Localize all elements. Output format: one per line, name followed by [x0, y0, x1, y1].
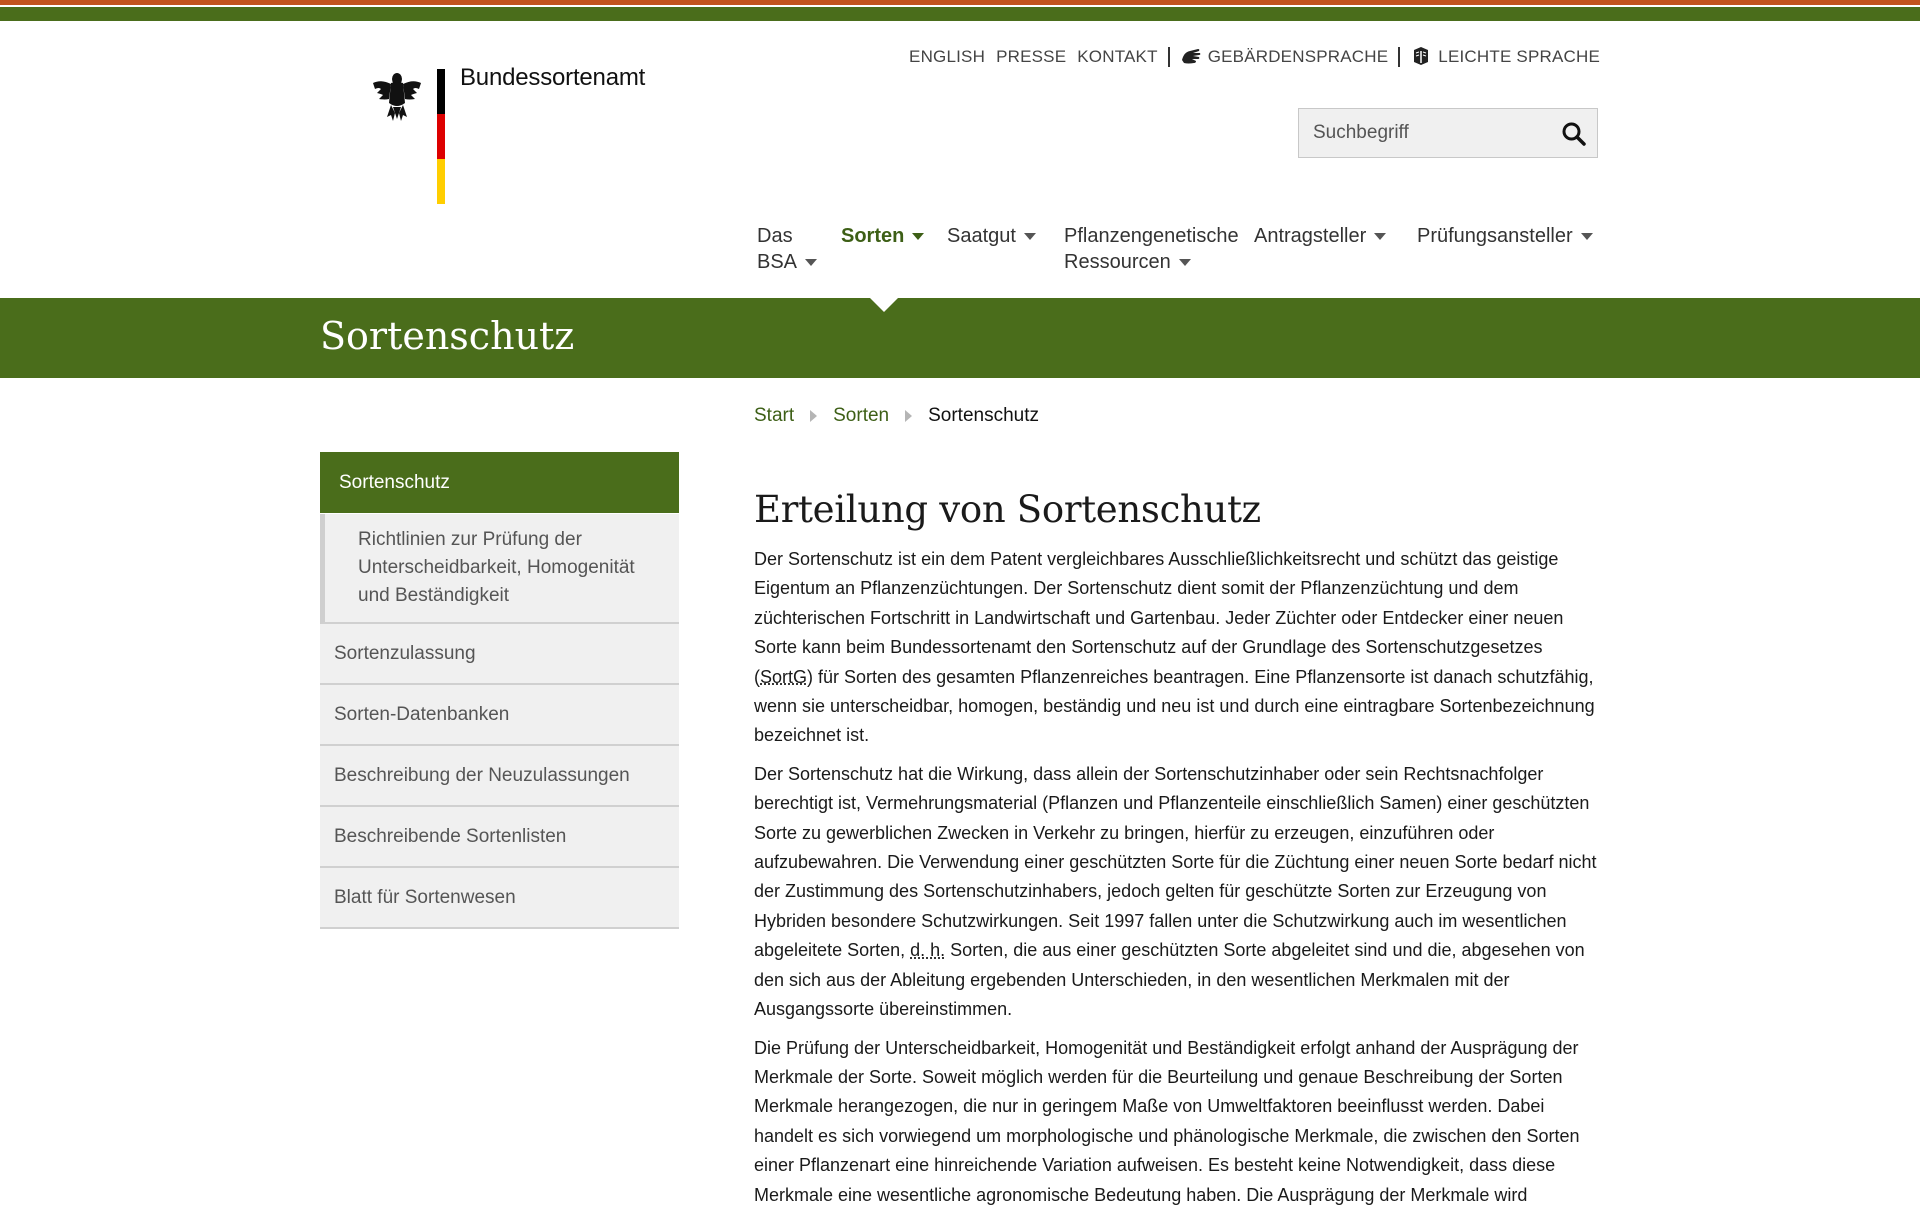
chevron-down-icon: [1581, 233, 1593, 240]
nav-pflanzengenetische-ressourcen[interactable]: [1064, 223, 1239, 275]
nav-das-bsa-line2: BSA: [757, 251, 798, 273]
nav-antragsteller-label: Antragsteller: [1254, 225, 1367, 247]
page-title-band: [0, 298, 1920, 378]
paragraph-text: Der Sortenschutz ist ein dem Patent vergleichbares Ausschließlichkeitsrecht und schützt das geistige Eigentum an Pflanzenzüchtungen. Der Sortenschutz dient somit der Pflanzenzüchtung und dem züchterischen Fortschritt in Landwirtschaft und Gartenbau. Jeder Züchter oder Entdecker einer neuen Sorte kann beim Bundessortenamt den Sortenschutz auf der Grundlage des Sortenschutzgesetzes (: [754, 549, 1564, 687]
nav-sorten[interactable]: [841, 223, 924, 249]
nav-saatgut-label: Saatgut: [947, 225, 1016, 247]
search-input[interactable]: [1299, 109, 1577, 157]
top-color-stripe: [0, 0, 1920, 21]
flag-stripe: [437, 69, 445, 204]
active-nav-indicator: [870, 298, 898, 312]
chevron-down-icon: [1179, 259, 1191, 266]
presse-link[interactable]: PRESSE: [996, 46, 1067, 66]
federal-eagle-icon: [371, 67, 423, 123]
abbreviation: SortG: [760, 666, 808, 687]
search-icon[interactable]: [1561, 121, 1587, 147]
chevron-down-icon: [805, 259, 817, 266]
sidebar-item-sortenschutz[interactable]: Sortenschutz: [320, 452, 679, 514]
sidebar-item-sortenlisten[interactable]: Beschreibende Sortenlisten: [320, 807, 679, 868]
article-heading: Erteilung von Sortenschutz: [754, 488, 1261, 531]
sidebar-item-neuzulassungen[interactable]: Beschreibung der Neuzulassungen: [320, 746, 679, 807]
english-link[interactable]: ENGLISH: [909, 46, 986, 66]
breadcrumb-start[interactable]: Start: [754, 405, 795, 426]
paragraph-text: Sorten, die aus einer geschützten Sorte abgeleitet sind und die, abgesehen von den sich aus der Ableitung ergebenden Unterschieden, in den wesentlichen Merkmalen mit der Ausgangssorte übereinstimmen.: [754, 940, 1585, 1020]
easy-language-link[interactable]: [1410, 46, 1600, 67]
main-content: [754, 488, 1602, 1219]
article-paragraph: Die Prüfung der Unterscheidbarkeit, Homogenität und Beständigkeit erfolgt anhand der Ausprägung der Merkmale der Sorte. Soweit möglich werden für die Beurteilung und genaue Beschreibung der Sorten Merkmale herangezogen, die nur in geringem Maße von Umweltfaktoren beeinflusst werden. Dabei handelt es sich vorwiegend um morphologische und phänologische Merkmale, die zwischen den Sorten einer Pflanzenart eine hinreichende Variation aufweisen. Es besteht keine Notwendigkeit, dass diese Merkmale eine wesentliche agronomische Bedeutung haben. Die Ausprägung der Merkmale wird: [754, 1037, 1580, 1205]
paragraph-text: Der Sortenschutz hat die Wirkung, dass allein der Sortenschutzinhaber oder sein Rechtsnachfolger berechtigt ist, Vermehrungsmaterial (Pflanzen und Pflanzenteile einschließlich Samen) einer geschützten Sorte zu gewerblichen Zwecken in Verkehr zu bringen, hierfür zu erzeugen, einzuführen oder aufzubewahren. Die Verwendung einer geschützten Sorte für die Züchtung einer neuen Sorte bedarf nicht der Zustimmung des Sortenschutzinhabers, jedoch gelten für geschützte Sorten zur Erzeugung von Hybriden besondere Schutzwirkungen. Seit 1997 fallen unter die Schutzwirkung auch im wesentlichen abgeleitete Sorten,: [754, 763, 1597, 961]
chevron-right-icon: [905, 410, 912, 422]
sidebar-item-sorten-datenbanken[interactable]: Sorten-Datenbanken: [320, 685, 679, 746]
nav-das-bsa-line1: Das: [757, 225, 793, 247]
nav-pruefungsansteller-label: Prüfungsansteller: [1417, 225, 1573, 247]
sidebar-subitem-richtlinien[interactable]: Richtlinien zur Prüfung der Unterscheidbarkeit, Homogenität und Beständigkeit: [320, 514, 679, 624]
nav-pgr-line1: Pflanzengenetische: [1064, 225, 1239, 247]
site-title: Bundessortenamt: [460, 64, 646, 91]
service-nav: [909, 46, 1600, 67]
sidebar-nav: [320, 452, 679, 929]
nav-das-bsa[interactable]: [757, 223, 817, 275]
nav-pruefungsansteller[interactable]: [1417, 223, 1593, 249]
sign-language-label: GEBÄRDENSPRACHE: [1207, 47, 1389, 66]
breadcrumb-current: Sortenschutz: [928, 405, 1040, 426]
search-box: [1298, 108, 1598, 158]
nav-pgr-line2: Ressourcen: [1064, 251, 1171, 273]
divider: [1168, 47, 1170, 67]
nav-antragsteller[interactable]: [1254, 223, 1386, 249]
paragraph-text: ) für Sorten des gesamten Pflanzenreiches beantragen. Eine Pflanzensorte ist danach schutzfähig, wenn sie unterscheidbar, homogen, beständig und neu ist und durch eine eintragbare Sortenbezeichnung bezeichnet ist.: [754, 666, 1595, 746]
nav-saatgut[interactable]: [947, 223, 1036, 249]
sign-language-link[interactable]: [1180, 46, 1389, 67]
article-paragraph: [754, 545, 1602, 751]
kontakt-link[interactable]: KONTAKT: [1077, 46, 1158, 66]
sign-language-hand-icon: [1180, 46, 1202, 66]
chevron-down-icon: [912, 233, 924, 240]
breadcrumb: [754, 405, 1039, 427]
chevron-down-icon: [1374, 233, 1386, 240]
easy-language-label: LEICHTE SPRACHE: [1438, 47, 1600, 66]
breadcrumb-sorten[interactable]: Sorten: [833, 405, 890, 426]
article-paragraph: [754, 760, 1602, 1025]
sidebar-item-blatt-sortenwesen[interactable]: Blatt für Sortenwesen: [320, 868, 679, 929]
abbreviation: d. h.: [910, 940, 946, 961]
nav-sorten-label: Sorten: [841, 225, 905, 247]
chevron-down-icon: [1024, 233, 1036, 240]
divider: [1398, 47, 1400, 67]
page-title: Sortenschutz: [320, 314, 575, 358]
sidebar-item-sortenzulassung[interactable]: Sortenzulassung: [320, 624, 679, 685]
easy-language-book-icon: [1410, 46, 1432, 66]
site-logo[interactable]: [371, 64, 646, 209]
chevron-right-icon: [810, 410, 817, 422]
